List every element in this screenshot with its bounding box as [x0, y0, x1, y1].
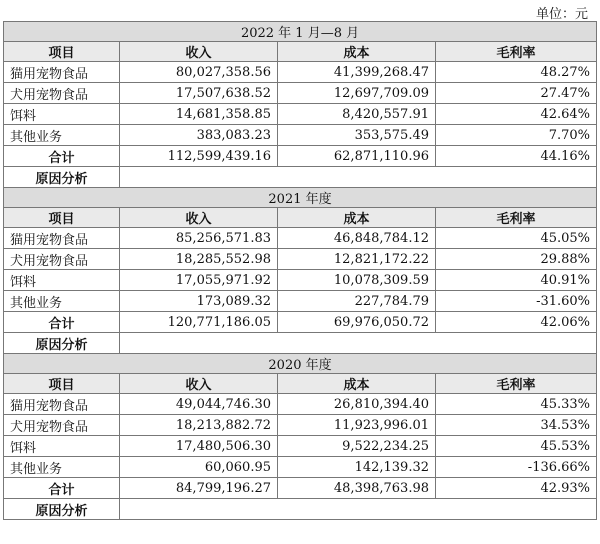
row-value: 12,697,709.09	[278, 83, 436, 104]
row-value: 27.47%	[436, 83, 597, 104]
column-header: 毛利率	[436, 208, 597, 228]
table-row	[4, 104, 597, 125]
row-label: 猫用宠物食品	[4, 62, 120, 83]
table-row	[4, 415, 597, 436]
total-row	[4, 478, 597, 499]
unit-label: 单位：元	[535, 7, 588, 22]
row-value: 26,810,394.40	[278, 394, 436, 415]
row-value: 17,055,971.92	[120, 270, 278, 291]
column-header: 收入	[120, 374, 278, 394]
row-value: 45.53%	[436, 436, 597, 457]
row-value: 10,078,309.59	[278, 270, 436, 291]
row-value: 142,139.32	[278, 457, 436, 478]
header-row	[4, 42, 597, 62]
total-value: 48,398,763.98	[278, 478, 436, 499]
row-label: 其他业务	[4, 291, 120, 312]
row-label: 其他业务	[4, 457, 120, 478]
reason-label: 原因分析	[4, 499, 120, 520]
table-row	[4, 228, 597, 249]
column-header: 成本	[278, 42, 436, 62]
row-value: 34.53%	[436, 415, 597, 436]
header-row	[4, 208, 597, 228]
column-header: 收入	[120, 208, 278, 228]
column-header: 项目	[4, 42, 120, 62]
row-value: 173,089.32	[120, 291, 278, 312]
section-title-row	[4, 188, 597, 208]
total-row	[4, 146, 597, 167]
table-row	[4, 457, 597, 478]
section-title-row	[4, 22, 597, 42]
row-value: 14,681,358.85	[120, 104, 278, 125]
total-value: 62,871,110.96	[278, 146, 436, 167]
row-value: -136.66%	[436, 457, 597, 478]
row-label: 犬用宠物食品	[4, 83, 120, 104]
row-value: 40.91%	[436, 270, 597, 291]
row-value: 227,784.79	[278, 291, 436, 312]
row-value: 17,480,506.30	[120, 436, 278, 457]
reason-row	[4, 499, 597, 520]
total-value: 42.93%	[436, 478, 597, 499]
row-value: 383,083.23	[120, 125, 278, 146]
row-label: 饵料	[4, 270, 120, 291]
row-value: 85,256,571.83	[120, 228, 278, 249]
reason-content	[120, 167, 597, 188]
row-label: 猫用宠物食品	[4, 228, 120, 249]
total-value: 84,799,196.27	[120, 478, 278, 499]
total-value: 69,976,050.72	[278, 312, 436, 333]
column-header: 毛利率	[436, 42, 597, 62]
table-row	[4, 83, 597, 104]
gross-margin-table	[3, 21, 597, 520]
column-header: 项目	[4, 374, 120, 394]
row-label: 其他业务	[4, 125, 120, 146]
column-header: 项目	[4, 208, 120, 228]
table-row	[4, 291, 597, 312]
row-value: 80,027,358.56	[120, 62, 278, 83]
row-value: 41,399,268.47	[278, 62, 436, 83]
row-value: 46,848,784.12	[278, 228, 436, 249]
row-value: 45.33%	[436, 394, 597, 415]
total-row	[4, 312, 597, 333]
reason-label: 原因分析	[4, 333, 120, 354]
row-label: 饵料	[4, 436, 120, 457]
table-row	[4, 394, 597, 415]
total-label: 合计	[4, 478, 120, 499]
row-label: 猫用宠物食品	[4, 394, 120, 415]
row-value: 353,575.49	[278, 125, 436, 146]
table-row	[4, 436, 597, 457]
table-row	[4, 249, 597, 270]
reason-row	[4, 333, 597, 354]
header-row	[4, 374, 597, 394]
section-title: 2020 年度	[4, 354, 597, 374]
section-title-row	[4, 354, 597, 374]
column-header: 毛利率	[436, 374, 597, 394]
column-header: 收入	[120, 42, 278, 62]
row-value: 18,213,882.72	[120, 415, 278, 436]
total-label: 合计	[4, 146, 120, 167]
row-value: 12,821,172.22	[278, 249, 436, 270]
reason-row	[4, 167, 597, 188]
row-label: 犬用宠物食品	[4, 415, 120, 436]
total-value: 112,599,439.16	[120, 146, 278, 167]
reason-content	[120, 499, 597, 520]
reason-content	[120, 333, 597, 354]
row-value: 8,420,557.91	[278, 104, 436, 125]
table-row	[4, 62, 597, 83]
reason-label: 原因分析	[4, 167, 120, 188]
row-value: -31.60%	[436, 291, 597, 312]
table-row	[4, 125, 597, 146]
column-header: 成本	[278, 374, 436, 394]
row-value: 29.88%	[436, 249, 597, 270]
row-label: 饵料	[4, 104, 120, 125]
total-value: 44.16%	[436, 146, 597, 167]
row-value: 18,285,552.98	[120, 249, 278, 270]
row-value: 11,923,996.01	[278, 415, 436, 436]
total-value: 42.06%	[436, 312, 597, 333]
section-title: 2021 年度	[4, 188, 597, 208]
row-value: 7.70%	[436, 125, 597, 146]
row-label: 犬用宠物食品	[4, 249, 120, 270]
section-title: 2022 年 1 月—8 月	[4, 22, 597, 42]
row-value: 60,060.95	[120, 457, 278, 478]
table-row	[4, 270, 597, 291]
row-value: 45.05%	[436, 228, 597, 249]
row-value: 48.27%	[436, 62, 597, 83]
row-value: 42.64%	[436, 104, 597, 125]
total-value: 120,771,186.05	[120, 312, 278, 333]
row-value: 17,507,638.52	[120, 83, 278, 104]
row-value: 49,044,746.30	[120, 394, 278, 415]
row-value: 9,522,234.25	[278, 436, 436, 457]
column-header: 成本	[278, 208, 436, 228]
total-label: 合计	[4, 312, 120, 333]
